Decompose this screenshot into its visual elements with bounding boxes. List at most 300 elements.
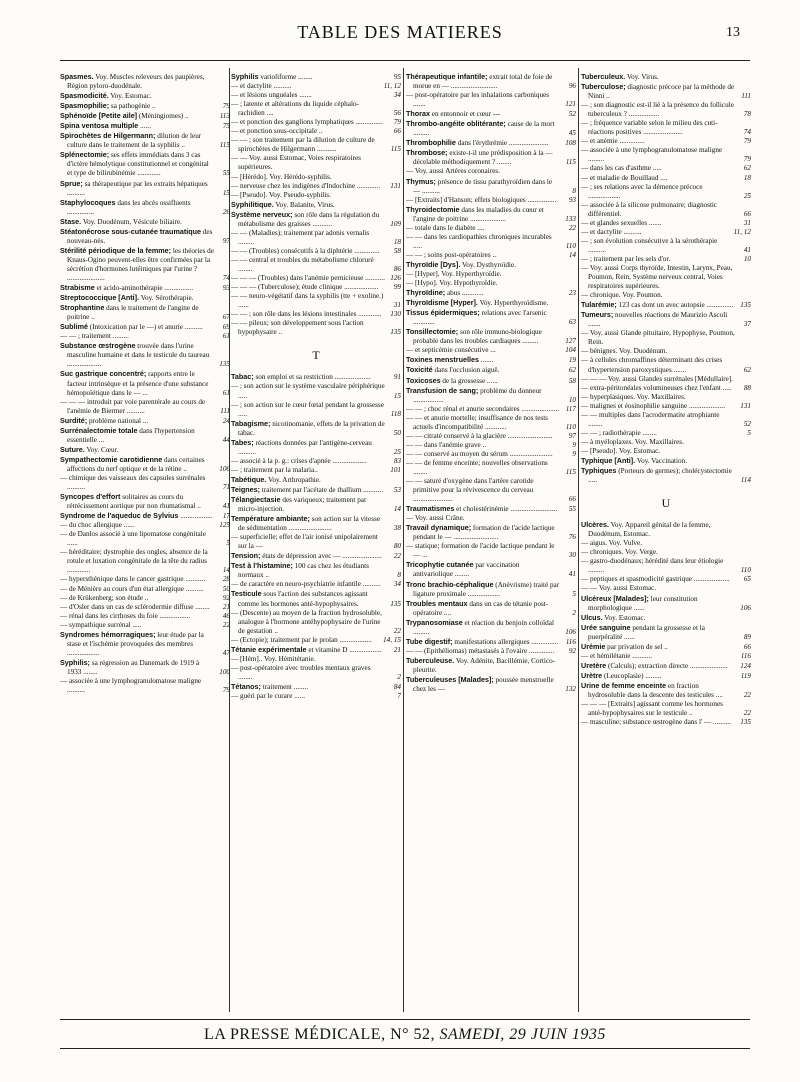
entry-text: dans l'occlusion aiguë. xyxy=(434,366,500,375)
entry-page-number: 76 xyxy=(568,533,576,542)
entry-text: — nerveuse chez les indigènes d'Indochine ............. xyxy=(231,181,381,190)
issue-date: SAMEDI, 29 JUIN 1935 xyxy=(439,1026,606,1043)
entry-page-number: 78 xyxy=(743,110,751,119)
entry-page-number: 79 xyxy=(393,118,401,127)
index-entry xyxy=(231,457,401,466)
entry-headword: Tissus épidermiques; xyxy=(406,308,480,318)
entry-page-number: 79 xyxy=(222,102,230,111)
index-entry xyxy=(581,347,751,356)
entry-text: — masculine; substance œstrogène dans l' — .......... xyxy=(581,718,732,727)
index-entry xyxy=(406,477,576,504)
entry-page-number: 97 xyxy=(568,431,576,440)
section-letter: U xyxy=(661,496,671,511)
entry-headword: Tumeurs; xyxy=(581,310,614,320)
entry-text: — — — (Troubles) dans l'anémie pernicieuse ........... xyxy=(231,274,385,283)
index-entry xyxy=(60,283,230,293)
index-entry xyxy=(231,310,401,319)
index-entry xyxy=(60,474,230,492)
entry-headword: Toxines menstruelles xyxy=(406,355,479,365)
entry-headword: Syphilitique. xyxy=(231,199,274,209)
entry-headword: Urée sanguine xyxy=(581,622,631,632)
entry-text: extrait total de foie de morue en — .......................... xyxy=(413,73,553,91)
entry-page-number: 14, 15 xyxy=(383,635,401,644)
index-entry xyxy=(231,91,401,100)
entry-page-number: 50 xyxy=(393,428,401,437)
entry-headword: Tuberculeuses [Malades]; xyxy=(406,675,494,684)
index-entry xyxy=(581,72,751,82)
entry-page-number: 14 xyxy=(222,566,230,575)
entry-page-number: 26 xyxy=(222,207,230,216)
entry-headword: Typhiques xyxy=(581,466,617,476)
index-entry xyxy=(406,459,576,477)
entry-text: — [Hypo]. Voy. Hypothyroïdie. xyxy=(406,279,498,288)
index-entry xyxy=(60,594,230,603)
index-entry xyxy=(60,621,230,630)
index-entry xyxy=(406,441,576,450)
index-entry xyxy=(231,100,401,118)
entry-page-number: 22 xyxy=(393,626,401,635)
entry-headword: Toxicoses xyxy=(406,375,441,385)
index-entry xyxy=(231,319,401,337)
entry-text: son rôle immuno-biologique probable dans les troubles cardiaques ......... xyxy=(413,328,542,346)
entry-page-number: 104 xyxy=(565,346,576,355)
index-entry xyxy=(60,72,230,91)
entry-text: — Voy. aussi Artères coronaires. xyxy=(406,167,500,176)
entry-headword: Tabagisme; xyxy=(231,418,271,428)
entry-text: — Voy. aussi Crâne. xyxy=(406,514,465,523)
entry-headword: Tuberculeux. xyxy=(581,72,626,81)
entry-text: ...... xyxy=(140,122,151,131)
index-entry xyxy=(406,523,576,542)
entry-page-number: 21 xyxy=(222,602,230,611)
index-entry xyxy=(581,594,751,613)
entry-headword: Thérapeutique infantile; xyxy=(406,72,488,81)
index-entry xyxy=(231,256,401,274)
entry-page-number: 9 xyxy=(572,449,576,458)
entry-headword: Sphénoïde [Petite aile] xyxy=(60,111,138,121)
index-entry xyxy=(406,647,576,656)
entry-page-number: 10 xyxy=(568,395,576,404)
index-entry xyxy=(406,138,576,148)
index-entry xyxy=(581,652,751,661)
index-entry xyxy=(60,341,230,369)
index-entry xyxy=(581,402,751,411)
entry-headword: Syndromes hémorragiques; xyxy=(60,629,156,639)
index-entry xyxy=(60,369,230,397)
index-entry xyxy=(406,637,576,647)
index-entry xyxy=(406,251,576,260)
index-entry xyxy=(231,514,401,533)
entry-text: — hyperplasiques. Voy. Maxillaires. xyxy=(581,392,686,401)
entry-text: manifestations allergiques ............... xyxy=(454,637,559,646)
index-column-2 xyxy=(231,72,401,701)
entry-headword: Spasmodicité. xyxy=(60,91,109,101)
entry-page-number: 115 xyxy=(219,141,230,150)
entry-text: — — (Troubles) consécutifs à la diphtérie .............. xyxy=(231,246,380,255)
entry-page-number: 31 xyxy=(393,301,401,310)
entry-page-number: 2 xyxy=(397,672,401,681)
entry-page-number: 41 xyxy=(222,502,230,511)
entry-page-number: 11, 12 xyxy=(383,82,401,91)
entry-page-number: 116 xyxy=(565,637,576,646)
entry-text: Voy. Duodénum, Vésicule biliaire. xyxy=(82,217,182,226)
index-entry xyxy=(406,560,576,579)
index-entry xyxy=(231,401,401,419)
entry-headword: Sprue; xyxy=(60,178,83,188)
entry-page-number: 100 xyxy=(219,667,230,676)
index-column-4 xyxy=(581,72,751,727)
entry-page-number: 41 xyxy=(743,245,751,254)
entry-text: son emploi et sa restriction .................... xyxy=(255,373,371,382)
entry-text: — — — Voy. aussi Glandes surrénales [Médullaire]. xyxy=(581,374,733,383)
index-entry xyxy=(406,656,576,675)
index-entry xyxy=(406,279,576,288)
entry-page-number: 71 xyxy=(222,483,230,492)
entry-page-number: 106 xyxy=(565,627,576,636)
index-entry xyxy=(581,119,751,137)
entry-headword: Uretère xyxy=(581,660,607,670)
entry-text: — — (Maladies); traitement par adonis vernalis ......... xyxy=(231,228,370,246)
index-entry xyxy=(406,91,576,109)
entry-headword: Suc gastrique concentré; xyxy=(60,369,147,379)
entry-text: dans un cas de tétanie post-opératoire .... xyxy=(413,599,549,617)
index-entry xyxy=(60,131,230,150)
entry-page-number: 86 xyxy=(393,264,401,273)
entry-text: et vitamine D .................. xyxy=(308,645,382,654)
entry-page-number: 22 xyxy=(743,691,751,699)
index-entry xyxy=(60,198,230,217)
entry-headword: Ulcus. xyxy=(581,612,603,622)
entry-page-number: 79 xyxy=(222,686,230,695)
entry-headword: Urètre xyxy=(581,670,603,680)
index-entry xyxy=(581,623,751,642)
entry-headword: Thyroïdine; xyxy=(406,288,446,298)
index-entry xyxy=(581,411,751,429)
entry-page-number: 61 xyxy=(222,332,230,341)
index-entry xyxy=(406,405,576,414)
entry-headword: Sympathectomie carotidienne xyxy=(60,454,163,464)
entry-page-number: 14 xyxy=(393,505,401,514)
entry-page-number: 23 xyxy=(568,289,576,298)
index-entry xyxy=(581,575,751,584)
entry-text: problème du donneur ................. xyxy=(413,386,542,404)
entry-page-number: 14 xyxy=(568,250,576,259)
entry-text: ses effets immédiats dans 3 cas d'ictère hémolytique constitutionnel et congénital et type de bilirubinémie ............. xyxy=(67,151,209,178)
entry-text: — et hémilétanie ........... xyxy=(581,651,653,660)
entry-headword: Système nerveux; xyxy=(231,209,293,219)
index-entry xyxy=(60,585,230,594)
entry-headword: Syndrome de l'aqueduc de Sylvius xyxy=(60,511,179,521)
entry-headword: Spasmophilie; xyxy=(60,101,110,111)
entry-text: — ; traitement par les sels d'or. xyxy=(581,254,671,263)
entry-page-number: 101 xyxy=(390,465,401,474)
entry-page-number: 113 xyxy=(219,112,230,121)
index-entry xyxy=(60,492,230,511)
entry-headword: Traumatismes xyxy=(406,504,455,514)
entry-page-number: 124 xyxy=(740,661,751,670)
entry-headword: Tonsillectomie; xyxy=(406,327,459,337)
entry-text: traitement par l'acétate de thallium ........... xyxy=(261,485,383,494)
entry-headword: Tularémie; xyxy=(581,300,617,310)
index-entry xyxy=(581,164,751,173)
entry-text: sa thérapeutique par les extraits hépatiques .......... xyxy=(67,179,208,197)
index-entry xyxy=(231,292,401,310)
entry-text: — associée à la silicose pulmonaire; diagnostic différentiel. xyxy=(581,200,718,218)
entry-page-number: 99 xyxy=(393,283,401,292)
index-entry xyxy=(60,603,230,612)
entry-text: par privation de sel .. xyxy=(607,642,668,651)
entry-headword: Température ambiante; xyxy=(231,514,310,524)
entry-text: (Anévrisme) traité par ligature proximale .................. xyxy=(413,580,560,598)
entry-page-number: 63 xyxy=(568,318,576,327)
entry-headword: Tube digestif; xyxy=(406,636,453,646)
index-entry xyxy=(60,217,230,227)
index-entry xyxy=(406,167,576,176)
entry-page-number: 116 xyxy=(740,651,751,660)
entry-text: — post-opératoire avec troubles mentaux graves ........ xyxy=(231,663,371,681)
entry-text: Voy. Arthropathie. xyxy=(268,475,321,484)
index-entry xyxy=(581,291,751,300)
index-entry xyxy=(406,386,576,405)
entry-text: — du choc allergique ...... xyxy=(60,521,135,530)
entry-headword: Stase. xyxy=(60,216,82,226)
entry-page-number: 58 xyxy=(568,376,576,385)
index-entry xyxy=(406,177,576,196)
entry-page-number: 47 xyxy=(222,648,230,657)
entry-headword: Tétanie expérimentale xyxy=(231,644,307,654)
entry-text: — — central et troubles du métabolisme chloruré ........ xyxy=(231,255,374,273)
index-entry xyxy=(406,233,576,251)
entry-headword: Tricophytie cutanée xyxy=(406,560,474,570)
section-letter: T xyxy=(312,348,320,363)
entry-page-number: 18 xyxy=(743,173,751,182)
index-entry xyxy=(581,174,751,183)
entry-text: et acido-aminothérapie ................ xyxy=(96,284,194,293)
entry-text: — post-opératoire par les inhalations carboniques ....... xyxy=(406,91,550,109)
entry-headword: Tension; xyxy=(231,551,261,561)
entry-text: — sympathique surrénal ..... xyxy=(60,620,142,629)
entry-text: Voy. Sérothérapie. xyxy=(140,294,194,303)
entry-text: Voy. Cœur. xyxy=(86,445,119,454)
entry-page-number: 15 xyxy=(393,391,401,400)
entry-text: — ; son action sur le système vasculaire périphérique ..... xyxy=(231,382,385,400)
index-entry xyxy=(60,530,230,548)
index-entry xyxy=(231,533,401,551)
index-entry xyxy=(231,127,401,136)
entry-text: par vaccination antivariolique ........ xyxy=(413,561,520,579)
entry-page-number: 22 xyxy=(743,709,751,718)
entry-text: (Porteurs de germes); cholécystectomie ..... xyxy=(588,467,732,485)
entry-page-number: 25 xyxy=(743,191,751,200)
entry-page-number: 115 xyxy=(565,467,576,476)
entry-page-number: 52 xyxy=(568,110,576,119)
entry-text: — ; traitement par la malaria.. xyxy=(231,465,318,474)
entry-text: nouvelles réactions de Maurizio Ascoli ....... xyxy=(588,311,728,329)
entry-page-number: 5 xyxy=(572,589,576,598)
entry-page-number: 93 xyxy=(568,195,576,204)
entry-text: — — neuro-végétatif dans la syphilis (tte + exoline.) ...... xyxy=(231,292,384,310)
entry-text: — — ; traitement ......... xyxy=(60,332,129,341)
index-entry xyxy=(60,455,230,474)
index-entry xyxy=(581,201,751,219)
entry-page-number: 62 xyxy=(743,164,751,173)
entry-text: dans l'hypertension essentielle ... xyxy=(67,426,195,444)
index-entry xyxy=(581,700,751,718)
index-entry xyxy=(231,200,401,210)
index-entry xyxy=(581,219,751,228)
entry-text: dans les maladies du cœur et l'angine de poitrine .................... xyxy=(413,205,544,223)
index-entry xyxy=(231,495,401,514)
entry-headword: Spasmes. xyxy=(60,72,94,81)
entry-text: — ; latente et altérations du liquide céphalo-rachidien .... xyxy=(231,100,359,118)
entry-page-number: 97 xyxy=(222,236,230,245)
entry-text: nicotinomanie, effets de la privation de tabac. xyxy=(238,419,385,437)
entry-page-number: 15 xyxy=(222,188,230,197)
entry-headword: Suture. xyxy=(60,444,85,454)
index-entry xyxy=(231,274,401,283)
index-entry xyxy=(581,255,751,264)
index-entry xyxy=(231,580,401,589)
entry-headword: Syphilis xyxy=(231,72,259,81)
entry-page-number: 66 xyxy=(568,495,576,504)
entry-page-number: 37 xyxy=(743,320,751,329)
index-entry xyxy=(60,293,230,303)
entry-page-number: 80 xyxy=(393,542,401,551)
entry-text: — à cellules chromaffines déterminant des crises d'hypertension paroxystiques ....... xyxy=(581,356,723,374)
entry-text: — extra-péritonéales volumineuses chez l'enfant ..... xyxy=(581,383,732,392)
entry-page-number: 125 xyxy=(219,521,230,530)
index-entry xyxy=(406,450,576,459)
entry-text: — et anémie .............. xyxy=(581,137,645,146)
entry-headword: Urine de femme enceinte xyxy=(581,680,667,690)
entry-text: — (Ectopie); traitement par le prolan .................. xyxy=(231,635,372,644)
index-entry xyxy=(581,548,751,557)
entry-headword: Thrombo-angéite oblitérante; xyxy=(406,119,506,129)
entry-text: — de caractère en neuro-psychiatrie infantile .......... xyxy=(231,580,381,589)
entry-page-number: 46 xyxy=(222,611,230,620)
index-entry xyxy=(60,91,230,101)
index-entry xyxy=(60,150,230,178)
entry-text: et cholestérinémie .......................... xyxy=(456,505,558,514)
entry-text: — — conservé au moyen du sérum ........................ xyxy=(406,449,553,458)
entry-text: .................. xyxy=(180,512,213,521)
entry-page-number: 132 xyxy=(565,685,576,694)
index-entry xyxy=(231,485,401,495)
index-entry xyxy=(581,584,751,593)
entry-text: (Calculs); extraction directe ..................... xyxy=(607,661,728,670)
entry-page-number: 74 xyxy=(222,273,230,282)
index-entry xyxy=(60,227,230,246)
entry-text: — et maladie de Bouillaud .... xyxy=(581,173,668,182)
entry-page-number: 74 xyxy=(743,128,751,137)
entry-page-number: 5 xyxy=(747,428,751,437)
entry-text: — et ponction des ganglions lymphatiques ............... xyxy=(231,118,383,127)
index-entry xyxy=(60,445,230,455)
index-entry xyxy=(60,677,230,695)
entry-page-number: 61 xyxy=(222,388,230,397)
index-entry xyxy=(581,329,751,347)
entry-text: Voy. Hyperthyroïdisme. xyxy=(479,299,549,308)
entry-text: — de Ménière au cours d'un état allergique .......... xyxy=(60,584,204,593)
entry-text: 100 cas chez les étudiants normaux .. xyxy=(238,562,369,580)
entry-text: — — ; son traitement par la dilution de culture de spirochètes de Hilgermann ........... xyxy=(231,136,375,154)
entry-text: — à myéloplaxes. Voy. Maxillaires. xyxy=(581,437,684,446)
entry-text: abus ............ xyxy=(446,289,484,298)
index-entry xyxy=(231,191,401,200)
entry-page-number: 9 xyxy=(572,440,576,449)
header-rule xyxy=(60,60,750,61)
entry-text: dans certaines affections du nerf optique et de la rétine .. xyxy=(67,455,205,473)
entry-page-number: 41 xyxy=(568,570,576,579)
entry-text: Voy. Appareil génital de la femme, Duodénum, Estomac. xyxy=(588,521,711,539)
entry-text: Voy. Vaccination. xyxy=(636,456,688,465)
page-number: 13 xyxy=(726,25,740,40)
entry-page-number: 67 xyxy=(222,313,230,322)
index-entry xyxy=(231,382,401,400)
entry-headword: Thyroïdie [Dys]. xyxy=(406,259,461,269)
entry-text: — — — [Extraits] agissant comme les hormones anté-hypophysaires sur le testicule .. xyxy=(581,700,723,718)
entry-headword: Spirochètes de Hilgermann; xyxy=(60,131,156,141)
entry-text: solitaires au cours du rétrécissement aortique pur non rhumatismal .. xyxy=(67,493,201,511)
index-entry xyxy=(231,173,401,182)
entry-headword: Tronc brachio-céphalique xyxy=(406,579,494,589)
index-entry xyxy=(231,210,401,229)
index-entry xyxy=(406,432,576,441)
index-entry xyxy=(406,298,576,308)
entry-headword: Surrénalectomie totale xyxy=(60,425,138,435)
entry-text: — associé à la p. g.: crises d'apnée ................... xyxy=(231,456,367,465)
index-entry xyxy=(406,599,576,618)
footer-rule xyxy=(60,1019,750,1020)
entry-page-number: 91 xyxy=(393,373,401,382)
entry-text: — — pileux; son développement sous l'action hypophysaire .. xyxy=(231,319,364,337)
entry-page-number: 5 xyxy=(226,539,230,548)
entry-text: — — ; radiothérapie ........ xyxy=(581,428,657,437)
entry-page-number: 8 xyxy=(397,571,401,580)
index-entry xyxy=(60,322,230,332)
entry-text: relations avec l'arsenic ............ xyxy=(413,309,547,327)
entry-text: traitement ........ xyxy=(262,682,309,691)
index-entry xyxy=(231,419,401,438)
index-entry xyxy=(231,655,401,664)
index-entry xyxy=(406,514,576,523)
index-entry xyxy=(231,692,401,701)
entry-text: Voy. Estomac. xyxy=(604,613,646,622)
entry-text: — ; son action sur le cœur fœtal pendant la grossesse ..... xyxy=(231,400,384,418)
entry-text: — et glandes sexuelles ....... xyxy=(581,218,662,227)
entry-text: trouvée dans l'urine masculine humaine et dans le testicule du taureau ................... xyxy=(67,342,210,369)
index-entry xyxy=(406,346,576,355)
entry-page-number: 95 xyxy=(393,73,401,81)
entry-page-number: 8 xyxy=(572,186,576,195)
entry-text: leur constitution morphologique ...... xyxy=(588,594,698,612)
index-entry xyxy=(231,154,401,172)
entry-text: — et septicémie consécutive ... xyxy=(406,346,496,355)
entry-headword: Stérilité périodique de la femme; xyxy=(60,245,172,255)
page-title: TABLE DES MATIERES xyxy=(297,22,503,42)
entry-page-number: 31 xyxy=(743,218,751,227)
entry-page-number: 19 xyxy=(568,356,576,365)
entry-text: — aigus. Voy. Vulve. xyxy=(581,539,642,548)
entry-text: — chroniques. Voy. Verge. xyxy=(581,548,658,557)
entry-text: — [Pseudo]. Voy. Pseudo-syphilis. xyxy=(231,190,331,199)
entry-text: Voy. Virus. xyxy=(626,73,659,81)
entry-headword: Syphilis; xyxy=(60,657,90,667)
entry-page-number: 110 xyxy=(740,566,751,575)
entry-page-number: 62 xyxy=(743,365,751,374)
index-entry xyxy=(406,365,576,375)
entry-page-number: 38 xyxy=(393,524,401,533)
